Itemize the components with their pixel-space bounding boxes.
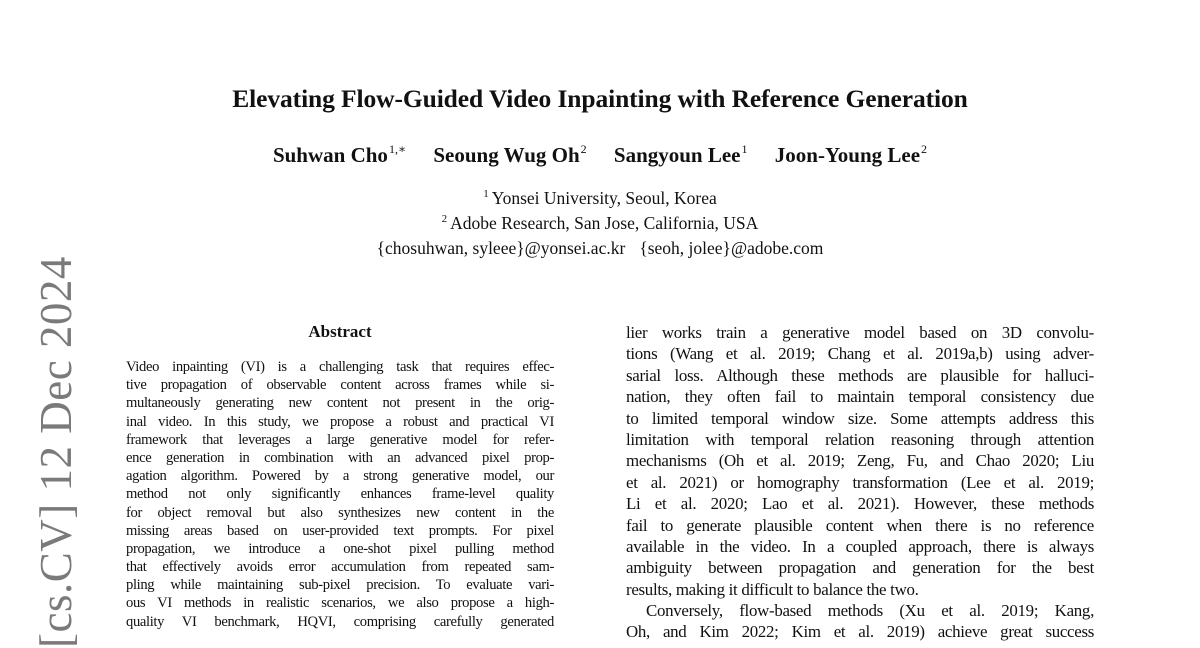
body-column-right — [626, 322, 1094, 643]
body-line: sarial loss. Although these methods are plausible for halluci- — [626, 365, 1094, 385]
affiliation — [0, 188, 1200, 209]
affiliation-text: Adobe Research, San Jose, California, USA — [450, 213, 759, 233]
body-line: et al. 2021) or homography transformation (Lee et al. 2019; — [626, 472, 1094, 492]
abstract-line: pling while maintaining sub-pixel precision. To evaluate vari- — [126, 577, 554, 594]
affiliation-mark: 1 — [483, 188, 489, 200]
abstract-line: missing areas based on user-provided text prompts. For pixel — [126, 522, 554, 539]
abstract-line: multaneously generating new content not present in the orig- — [126, 395, 554, 412]
body-line: available in the video. In a coupled approach, there is always — [626, 536, 1094, 556]
abstract-line: ous VI methods in realistic scenarios, we also propose a high- — [126, 595, 554, 612]
author-name: Seoung Wug Oh — [433, 143, 580, 167]
body-line: to limited temporal window size. Some attempts address this — [626, 408, 1094, 428]
abstract-line: tive propagation of observable content across frames while si- — [126, 377, 554, 394]
abstract-line: for object removal but also synthesizes new content in the — [126, 504, 554, 521]
arxiv-stamp-text: [cs.CV] 12 Dec 2024 — [31, 256, 81, 648]
author-affiliation-mark: 2 — [580, 142, 587, 156]
abstract-body — [126, 358, 554, 631]
author-name: Suhwan Cho — [272, 143, 388, 167]
body-line: lier works train a generative model based on 3D convolu- — [626, 323, 1094, 342]
author-list — [0, 142, 1200, 168]
affiliation-text: Yonsei University, Seoul, Korea — [491, 188, 717, 208]
body-line: mechanisms (Oh et al. 2019; Zeng, Fu, and Chao 2020; Liu — [626, 451, 1094, 471]
abstract-line: method not only significantly enhances frame-level quality — [126, 486, 554, 503]
author-emails — [0, 238, 1200, 259]
author-name: Joon-Young Lee — [774, 143, 921, 167]
abstract-line: ence generation in combination with an advanced pixel prop- — [126, 449, 554, 466]
author — [775, 143, 927, 167]
body-line: Conversely, flow-based methods (Xu et al. 2019; Kang, — [646, 601, 1094, 621]
body-line: nation, they often fail to maintain temporal consistency due — [626, 387, 1094, 407]
body-line: ambiguity between propagation and generation for the best — [626, 558, 1094, 578]
body-line: fail to generate plausible content when there is no reference — [626, 515, 1094, 535]
author-affiliation-mark: 2 — [921, 142, 928, 156]
email: {chosuhwan, syleee}@yonsei.ac.kr — [376, 238, 626, 258]
abstract-line: Video inpainting (VI) is a challenging task that requires effec- — [126, 359, 554, 375]
body-line: tions (Wang et al. 2019; Chang et al. 2019a,b) using adver- — [626, 344, 1094, 364]
author — [614, 143, 748, 167]
author — [433, 143, 586, 167]
author-name: Sangyoun Lee — [613, 143, 741, 167]
body-line: Li et al. 2020; Lao et al. 2021). However, these methods — [626, 494, 1094, 514]
body-line: limitation with temporal relation reasoning through attention — [626, 429, 1094, 449]
body-line: results, making it difficult to balance the two. — [626, 579, 919, 599]
arxiv-stamp — [24, 256, 81, 648]
abstract-heading: Abstract — [308, 322, 372, 341]
abstract-line: that effectively avoids error accumulation from repeated sam- — [126, 559, 554, 576]
author-affiliation-mark: 1,∗ — [388, 142, 407, 156]
affiliation-mark: 2 — [441, 213, 448, 225]
abstract-line: quality VI benchmark, HQVI, comprising carefully generated — [126, 613, 554, 630]
abstract-line: framework that leverages a large generative model for refer- — [126, 431, 554, 448]
abstract-line: inal video. In this study, we propose a robust and practical VI — [126, 413, 554, 430]
email: {seoh, jolee}@adobe.com — [639, 238, 824, 258]
abstract-line: agation algorithm. Powered by a strong generative model, our — [126, 468, 554, 485]
abstract-line: propagation, we introduce a one-shot pixel pulling method — [126, 540, 554, 557]
affiliation — [0, 213, 1200, 234]
author-affiliation-mark: 1 — [741, 142, 748, 156]
body-line: Oh, and Kim 2022; Kim et al. 2019) achieve great success — [626, 622, 1094, 642]
author — [273, 143, 406, 167]
paper-title: Elevating Flow-Guided Video Inpainting with Reference Generation — [232, 84, 968, 113]
